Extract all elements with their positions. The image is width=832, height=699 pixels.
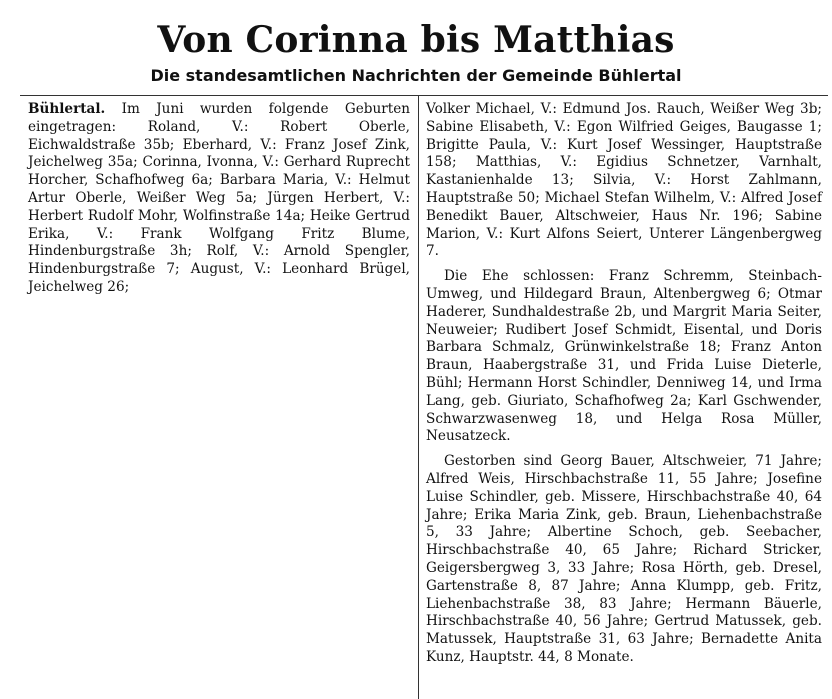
article-subheadline: Die standesamtlichen Nachrichten der Gemeinde Bühlertal — [150, 66, 682, 85]
births-text-left: Im Juni wurden folgende Geburten eingetragen: Roland, V.: Robert Oberle, Eichwaldstraße 35b; Eberhard, V.: Franz Josef Zink, Jeichelweg 35a; Corinna, Ivonna, V.: Gerhard Ruprecht Horcher, Schafhofweg 6a; Barbara Maria, V.: Helmut Artur Oberle, Weißer Weg 5a; Jürgen Herbert, V.: Herbert Rudolf Mohr, Wolfinstraße 14a; Heike Gertrud Erika, V.: Frank Wolfgang Fritz Blume, Hindenburgstraße 3h; Rolf, V.: Arnold Spengler, Hindenburgstraße 7; August, V.: Leonhard Brügel, Jeichelweg 26; — [28, 101, 410, 295]
header-divider — [20, 95, 828, 96]
article-headline: Von Corinna bis Matthias — [157, 19, 675, 61]
births-paragraph-left — [28, 101, 410, 297]
dateline-place: Bühlertal. — [28, 101, 106, 117]
right-column — [426, 101, 822, 667]
column-divider — [418, 95, 419, 699]
deaths-paragraph: Gestorben sind Georg Bauer, Altschweier, 71 Jahre; Alfred Weis, Hirschbachstraße 11, 55 Jahre; Josefine Luise Schindler, geb. Missere, Hirschbachstraße 40, 64 Jahre; Erika Maria Zink, geb. Braun, Liehenbachstraße 5, 33 Jahre; Albertine Schoch, geb. Seebacher, Hirschbachstraße 40, 65 Jahre; Richard Stricker, Geigersbergweg 3, 33 Jahre; Rosa Hörth, geb. Dresel, Gartenstraße 8, 87 Jahre; Anna Klumpp, geb. Fritz, Liehenbachstraße 38, 83 Jahre; Hermann Bäuerle, Hirschbachstraße 40, 56 Jahre; Gertrud Matussek, geb. Matussek, Hauptstraße 31, 63 Jahre; Bernadette Anita Kunz, Hauptstr. 44, 8 Monate. — [426, 453, 822, 665]
left-column — [28, 101, 410, 297]
marriages-paragraph: Die Ehe schlossen: Franz Schremm, Steinbach-Umweg, und Hildegard Braun, Altenbergweg 6; Otmar Haderer, Sundhaldestraße 2b, und Margrit Maria Seiter, Neuweier; Rudibert Josef Schmidt, Eisental, und Doris Barbara Schmalz, Grünwinkelstraße 18; Franz Anton Braun, Haabergstraße 31, und Frida Luise Dieterle, Bühl; Hermann Horst Schindler, Denniweg 14, und Irma Lang, geb. Giuriato, Schafhofweg 2a; Karl Gschwender, Schwarzwasenweg 18, und Helga Rosa Müller, Neusatzeck. — [426, 268, 822, 445]
births-paragraph-right: Volker Michael, V.: Edmund Jos. Rauch, Weißer Weg 3b; Sabine Elisabeth, V.: Egon Wilfried Geiges, Baugasse 1; Brigitte Paula, V.: Kurt Josef Wessinger, Hauptstraße 158; Matthias, V.: Egidius Schnetzer, Varnhalt, Kastanienhalde 13; Silvia, V.: Horst Zahlmann, Hauptstraße 50; Michael Stefan Wilhelm, V.: Alfred Josef Benedikt Bauer, Altschweier, Haus Nr. 196; Sabine Marion, V.: Kurt Alfons Seiert, Unterer Längenbergweg 7. — [426, 101, 822, 260]
